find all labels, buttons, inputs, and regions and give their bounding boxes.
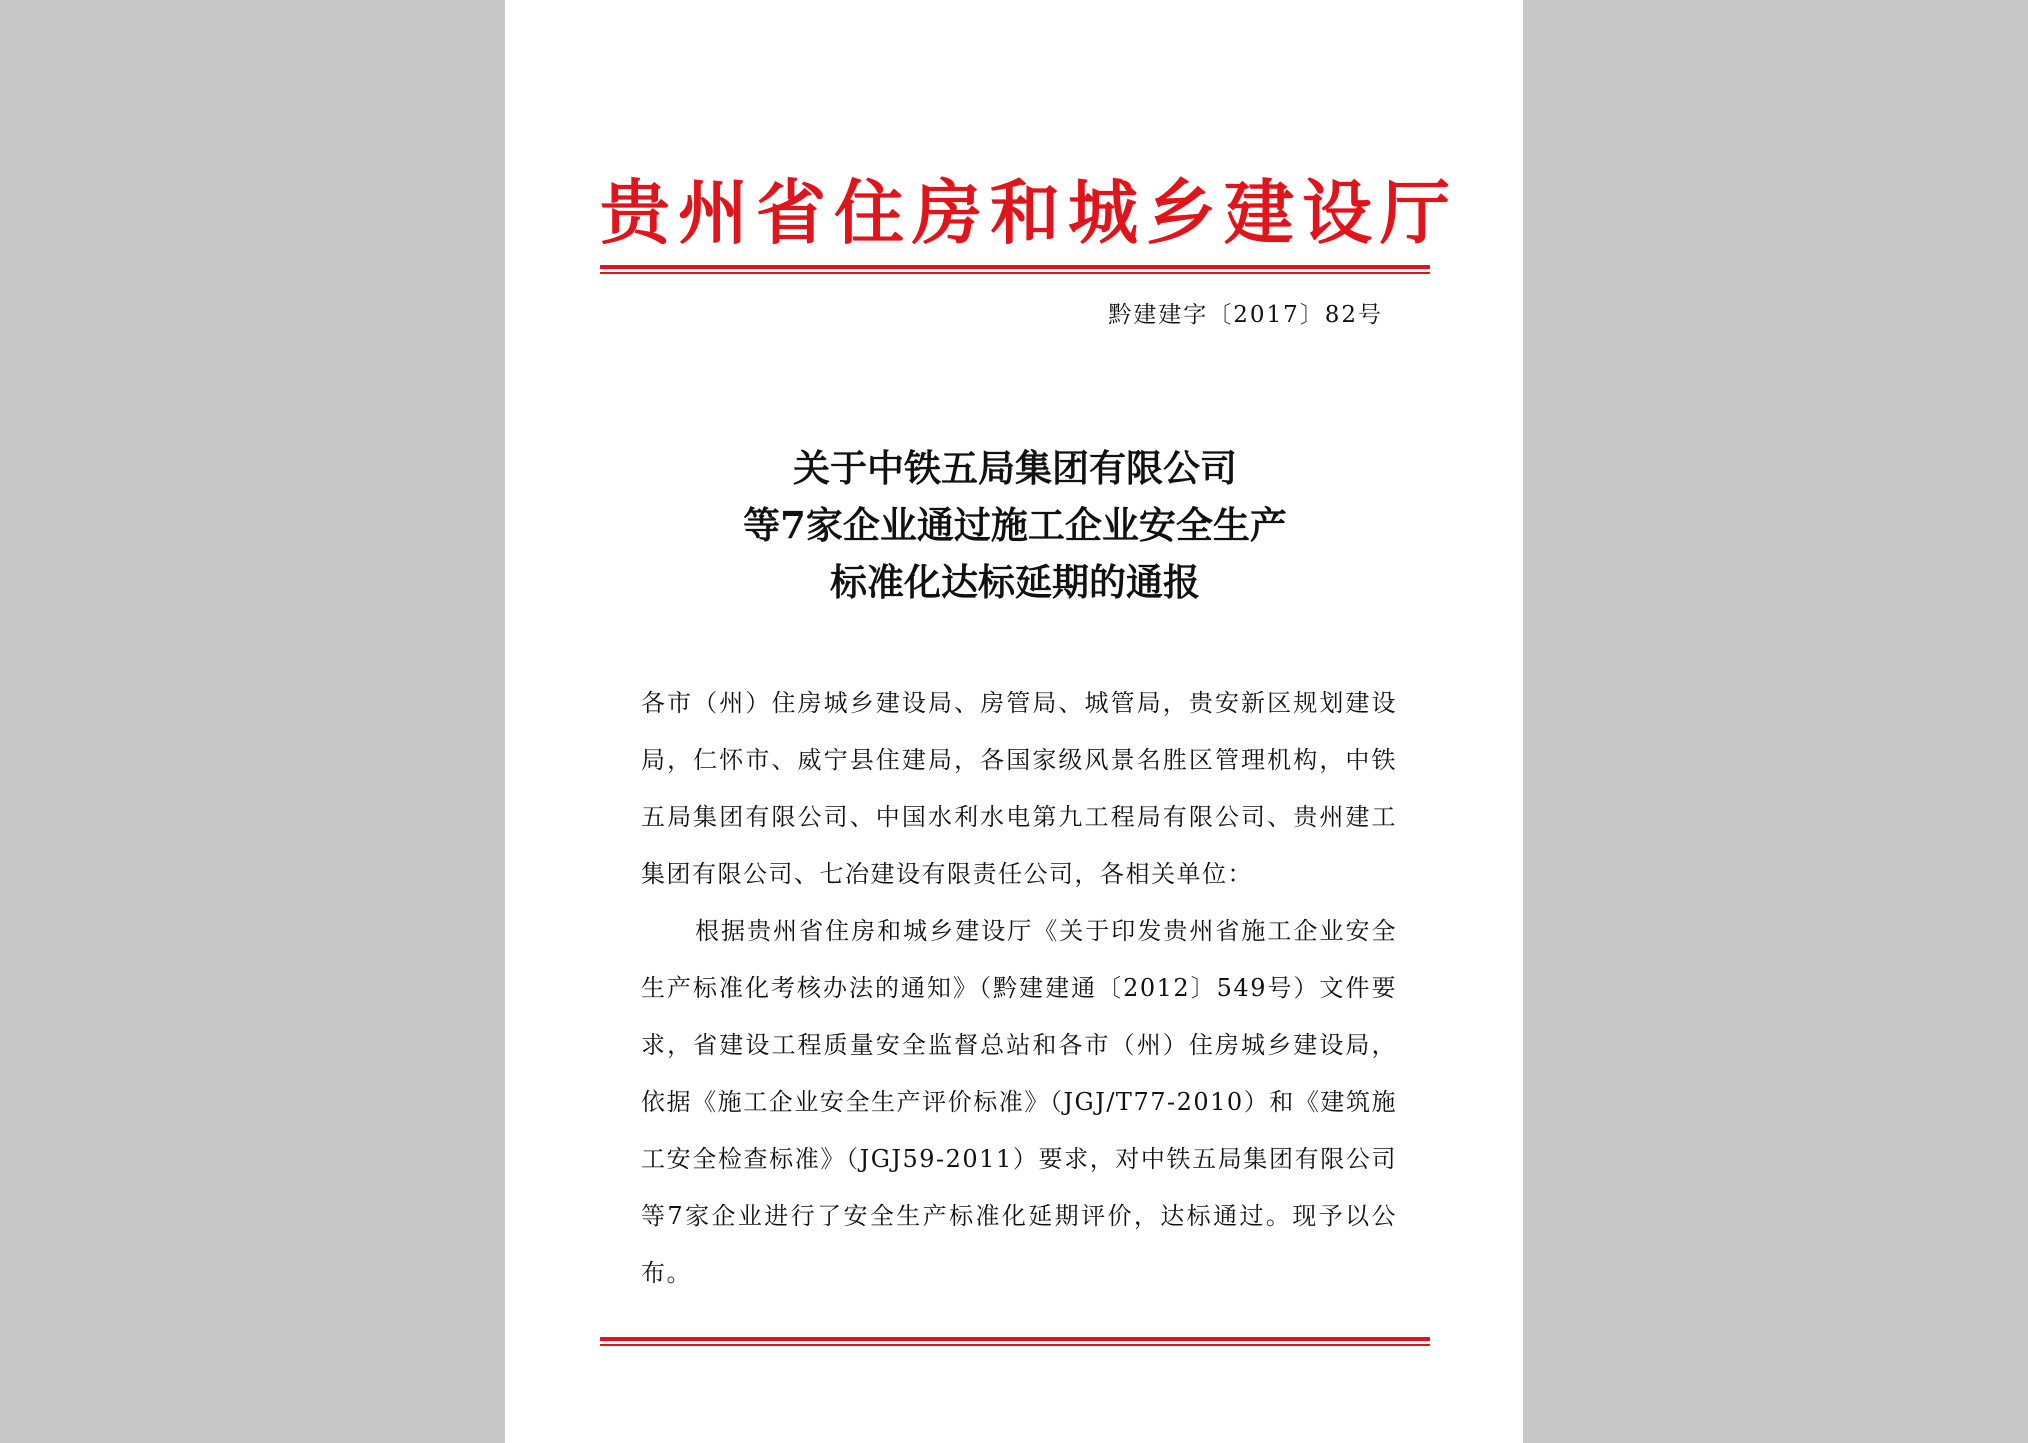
title-line-1: 关于中铁五局集团有限公司 — [793, 446, 1237, 490]
title-line-2: 等7家企业通过施工企业安全生产 — [743, 503, 1287, 547]
document-title — [600, 440, 1430, 611]
footer-rule-thick — [600, 1337, 1430, 1341]
document-page — [505, 0, 1523, 1443]
letterhead-issuer: 贵州省住房和城乡建设厅 — [600, 171, 1458, 254]
letterhead-rule-thin — [600, 272, 1430, 274]
letterhead-rule-thick — [600, 265, 1430, 269]
addressees: 各市（州）住房城乡建设局、房管局、城管局，贵安新区规划建设局，仁怀市、威宁县住建局，各国家级风景名胜区管理机构，中铁五局集团有限公司、中国水利水电第九工程局有限公司、贵州建工集团有限公司、七冶建设有限责任公司，各相关单位： — [641, 689, 1397, 888]
document-body — [641, 675, 1397, 1302]
body-paragraph-1: 根据贵州省住房和城乡建设厅《关于印发贵州省施工企业安全生产标准化考核办法的通知》（黔建建通〔2012〕549号）文件要求，省建设工程质量安全监督总站和各市（州）住房城乡建设局，依据《施工企业安全生产评价标准》（JGJ/T77-2010）和《建筑施工安全检查标准》（JGJ59-2011）要求，对中铁五局集团有限公司等7家企业进行了安全生产标准化延期评价，达标通过。现予以公布。 — [641, 917, 1397, 1287]
title-line-3: 标准化达标延期的通报 — [830, 560, 1200, 604]
footer-rule-thin — [600, 1344, 1430, 1346]
document-number: 黔建建字〔2017〕82号 — [1108, 302, 1383, 328]
